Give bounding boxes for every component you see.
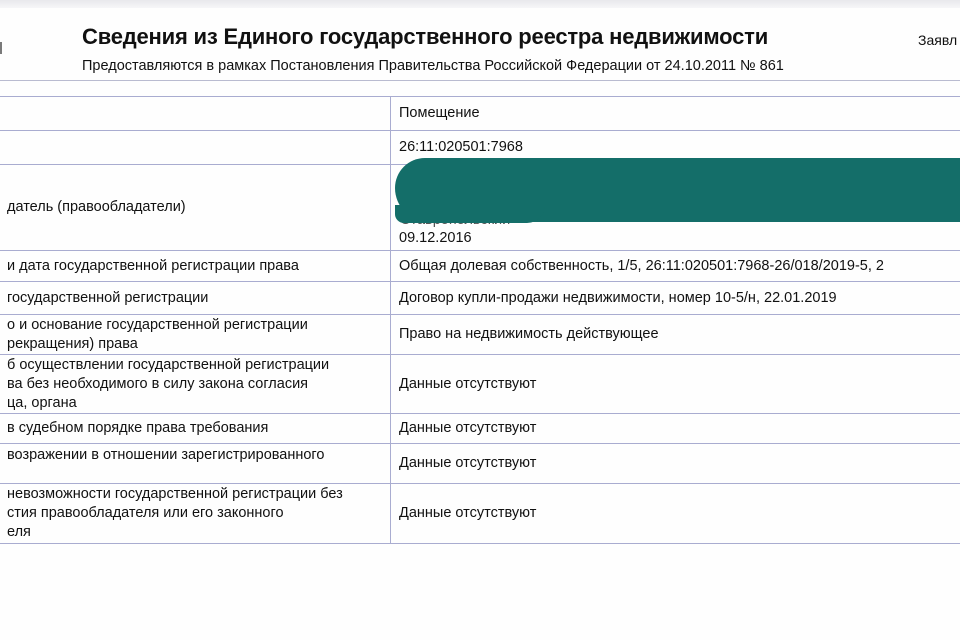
row-label (0, 97, 391, 131)
row-value: Общая долевая собственность, 1/5, 26:11:020501:7968-26/018/2019-5, 2 (391, 251, 960, 282)
row-value: Данные отсутствуют (391, 355, 960, 414)
top-border (0, 0, 960, 8)
header-divider (0, 80, 960, 81)
row-label: б осуществлении государственной регистрации ва без необходимого в силу закона согласия ца, органа (0, 355, 391, 414)
table-row (0, 251, 960, 282)
row-value: Данные отсутствуют (391, 444, 960, 484)
table-row (0, 484, 960, 544)
document-subtitle: Предоставляются в рамках Постановления Правительства Российской Федерации от 24.10.2011 № 861 (82, 58, 784, 74)
table-row (0, 315, 960, 355)
row-value: Право на недвижимость действующее (391, 315, 960, 355)
row-value: Договор купли-продажи недвижимости, номер 10-5/н, 22.01.2019 (391, 282, 960, 315)
statement-label-fragment: Заявл (918, 32, 958, 48)
row-label: невозможности государственной регистрации без стия правообладателя или его законного еля (0, 484, 391, 544)
row-value: Данные отсутствуют (391, 414, 960, 444)
row-label: о и основание государственной регистрации рекращения) права (0, 315, 391, 355)
table-row (0, 444, 960, 484)
row-value: Помещение (391, 97, 960, 131)
table-row (0, 414, 960, 444)
row-value: 09.12.2016 (391, 165, 960, 251)
row-label: государственной регистрации (0, 282, 391, 315)
row-value: 26:11:020501:7968 (391, 131, 960, 165)
row-label (0, 131, 391, 165)
document-title: Сведения из Единого государственного реестра недвижимости (82, 24, 769, 49)
redaction-mark (395, 205, 545, 223)
table-row (0, 282, 960, 315)
row-label: возражении в отношении зарегистрированного (0, 444, 391, 484)
row-value: Данные отсутствуют (391, 484, 960, 544)
margin-mark (0, 42, 2, 54)
row-label: и дата государственной регистрации права (0, 251, 391, 282)
row-label: датель (правообладатели) (0, 165, 391, 251)
table-row (0, 97, 960, 131)
table-row (0, 355, 960, 414)
row-label: в судебном порядке права требования (0, 414, 391, 444)
